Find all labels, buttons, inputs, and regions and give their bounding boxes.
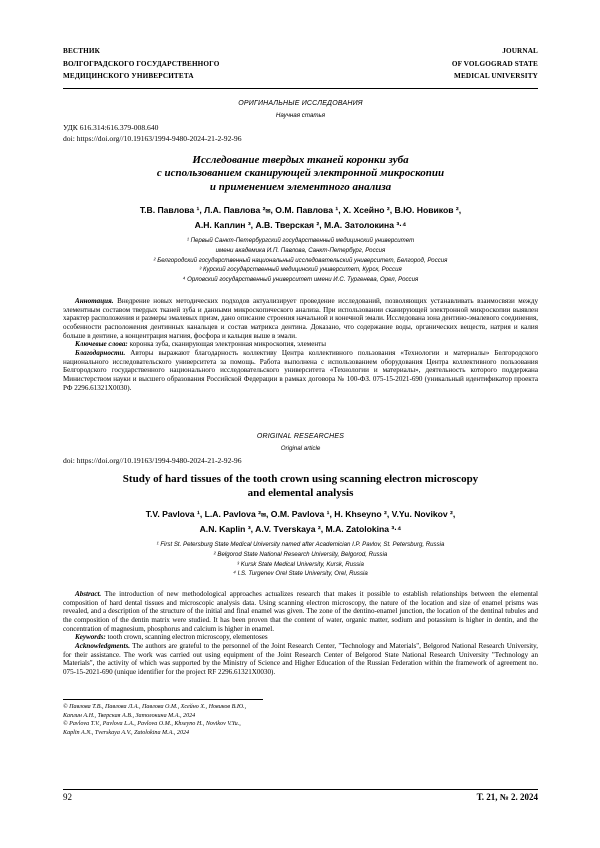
copyright-line: © Pavlova T.V., Pavlova L.A., Pavlova O.M., Khseyno H., Novikov V.Yu., [63,721,241,728]
header-ru-line: ВЕСТНИК [63,47,101,55]
authors-line: , O.M. Pavlova ¹, H. Khseyno ², V.Yu. Novikov ², [266,509,456,519]
copyright-line: Каплин А.Н., Тверская А.В., Затолокина М.А., 2024 [63,712,196,719]
authors-line: A.N. Kaplin ³, A.V. Tverskaya ², M.A. Zatolokina ³·⁴ [199,524,402,534]
abstract-block-ru [63,297,538,392]
header-ru-line: МЕДИЦИНСКОГО УНИВЕРСИТЕТА [63,72,194,80]
abstract-block-en [63,590,538,677]
abstract-label: Аннотация. [75,297,114,305]
keywords-text: tooth crown, scanning electron microscopy, elementoses [105,633,268,642]
journal-header-en [452,45,538,83]
affiliation: ¹ First St. Petersburg State Medical University named after Academician I.P. Pavlov, St. Petersburg, Russia [156,541,445,548]
envelope-icon[interactable]: ✉ [265,209,271,215]
page-number: 92 [63,792,72,802]
copyright-block [63,703,246,738]
section-label-ru: ОРИГИНАЛЬНЫЕ ИССЛЕДОВАНИЯ [238,100,363,107]
keywords-label: Ключевые слова: [75,340,128,349]
article-type-en: Original article [280,445,321,452]
keywords-label: Keywords: [75,633,106,642]
title-line: and elemental analysis [247,486,354,499]
doi-link-en[interactable]: doi: https://doi.org//10.19163/1994-9480-2024-21-2-92-96 [63,456,242,465]
authors-line: Т.В. Павлова ¹, Л.А. Павлова ² [139,205,266,215]
title-line: и применением элементного анализа [209,180,392,193]
abstract-text: The introduction of new methodological approaches actualizes research that makes it possible to establish relationships between the elemental composition of hard dental tissues and microscopic analysis data. Using scanning electron microscopy, the nature of the location and size of enamel prisms was revealed, and a description of the structure of the initial and final enamel was given. The zone of the dentino-enamel junction, the location of the dentinal tubules and the composition of the dentin matrix were studied. It has been proven that the content of water, organic matter, sodium and potassium is higher in dentin, and the concentration of magnesium, phosphorus and calcium is higher in enamel. [63,590,538,633]
copyright-line: Kaplin A.N., Tverskaya A.V., Zatolokina M.A., 2024 [63,730,190,737]
article-type-ru: Научная статья [275,112,326,119]
authors-line: T.V. Pavlova ¹, L.A. Pavlova ² [145,509,261,519]
abstract-text: Внедрение новых методических подходов актуализирует проведение исследований, позволяющих устанавливать взаимосвязи между элементным составом твердых тканей зуба и данными микроскопического анализа. При использовании сканирующей электронной микроскопии выявлен характер расположения и размеры эмалевых призм, дано описание строения начальной и конечной эмали. Исследована зона дентино-эмалевого соединения, особенности расположения дентинных канальцев и состав матрикса дентина. Доказано, что содержание воды, органических веществ, натрия и калия больше в дентине, а концентрация магния, фосфора и кальция выше в эмали. [63,297,538,340]
acknowledgments-text: Авторы выражают благодарность коллективу Центра коллективного пользования «Технологии и материалы» Белгородского национального исследовательского университета за помощь. Работа выполнена с использованием оборудования Центра коллективного пользования Белгородского государственного национального исследовательского университета «Технологии и материалы», деятельность которого поддержана Министерством науки и высшего образования Российской Федерации в рамках договора № 100-ФЗ. 075-15-2021-690 (уникальный идентификатор проекта РФ 2296.61321X0030). [63,348,538,392]
affiliation: ² Belgorod State National Research University, Belgorod, Russia [213,550,388,558]
authors-en [63,508,538,536]
header-en-line: MEDICAL UNIVERSITY [454,72,538,80]
abstract-label: Abstract. [75,590,102,598]
affiliation: ³ Kursk State Medical University, Kursk, Russia [237,560,364,568]
acknowledgments-label: Acknowledgments. [75,641,130,650]
keywords-text: коронка зуба, сканирующая электронная микроскопия, элементы [127,340,327,349]
affiliation: ¹ Первый Санкт-Петербургский государственный медицинский университет [186,237,415,244]
affiliation: ⁴ I.S. Turgenev Orel State University, Orel, Russia [233,570,368,578]
header-rule [63,88,538,89]
doi-link-ru[interactable]: doi: https://doi.org//10.19163/1994-9480-2024-21-2-92-96 [63,134,242,143]
footer-rule [63,789,538,790]
copyright-line: © Павлова Т.В., Павлова Л.А., Павлова О.М., Хсейно Х., Новиков В.Ю., [63,704,247,710]
affiliation: ³ Курский государственный медицинский университет, Курск, Россия [199,266,402,274]
title-line: Исследование твердых тканей коронки зуба [192,154,409,166]
authors-line: , О.М. Павлова ¹, Х. Хсейно ², В.Ю. Новиков ², [270,205,462,215]
header-ru-line: ВОЛГОГРАДСКОГО ГОСУДАРСТВЕННОГО [63,59,220,68]
authors-line: А.Н. Каплин ³, А.В. Тверская ², М.А. Затолокина ³·⁴ [194,220,407,230]
affiliations-ru [63,236,538,285]
header-en-line: JOURNAL [502,47,538,55]
affiliation: ² Белгородский государственный национальный исследовательский университет, Белгород, Россия [153,256,448,264]
section-label-en: ORIGINAL RESEARCHES [256,433,345,440]
udc-code: УДК 616.314:616.379-008.640 [63,123,159,132]
issue-info: Т. 21, № 2. 2024 [476,792,538,802]
envelope-icon[interactable]: ✉ [260,513,267,519]
acknowledgments-label: Благодарности. [75,348,126,357]
copyright-rule [63,699,263,700]
journal-header-ru [63,45,219,83]
article-title-ru [63,154,538,194]
affiliation: имени академика И.П. Павлова, Санкт-Петербург, Россия [215,246,386,254]
acknowledgments-text: The authors are grateful to the personnel of the Joint Research Center, "Technology and Materials", Belgorod National Research University, for their assistance. The work was carried out using equipment of the Joint Research Center of Belgorod State National Research University "Technology an Materials", the activity of which was supported by the Ministry of Science and Higher Education of the Russian Federation within the framework of agreement no. 075-15-2021-690 (unique identifier for the project RF 2296.61321X0030). [63,641,538,676]
authors-ru [63,204,538,232]
header-en-line: OF VOLGOGRAD STATE [451,59,538,68]
title-line: Study of hard tissues of the tooth crown using scanning electron microscopy [122,473,479,485]
affiliations-en [63,540,538,579]
affiliation: ⁴ Орловский государственный университет имени И.С. Тургенева, Орел, Россия [182,276,419,284]
title-line: с использованием сканирующей электронной микроскопии [156,167,445,180]
article-title-en [63,473,538,500]
